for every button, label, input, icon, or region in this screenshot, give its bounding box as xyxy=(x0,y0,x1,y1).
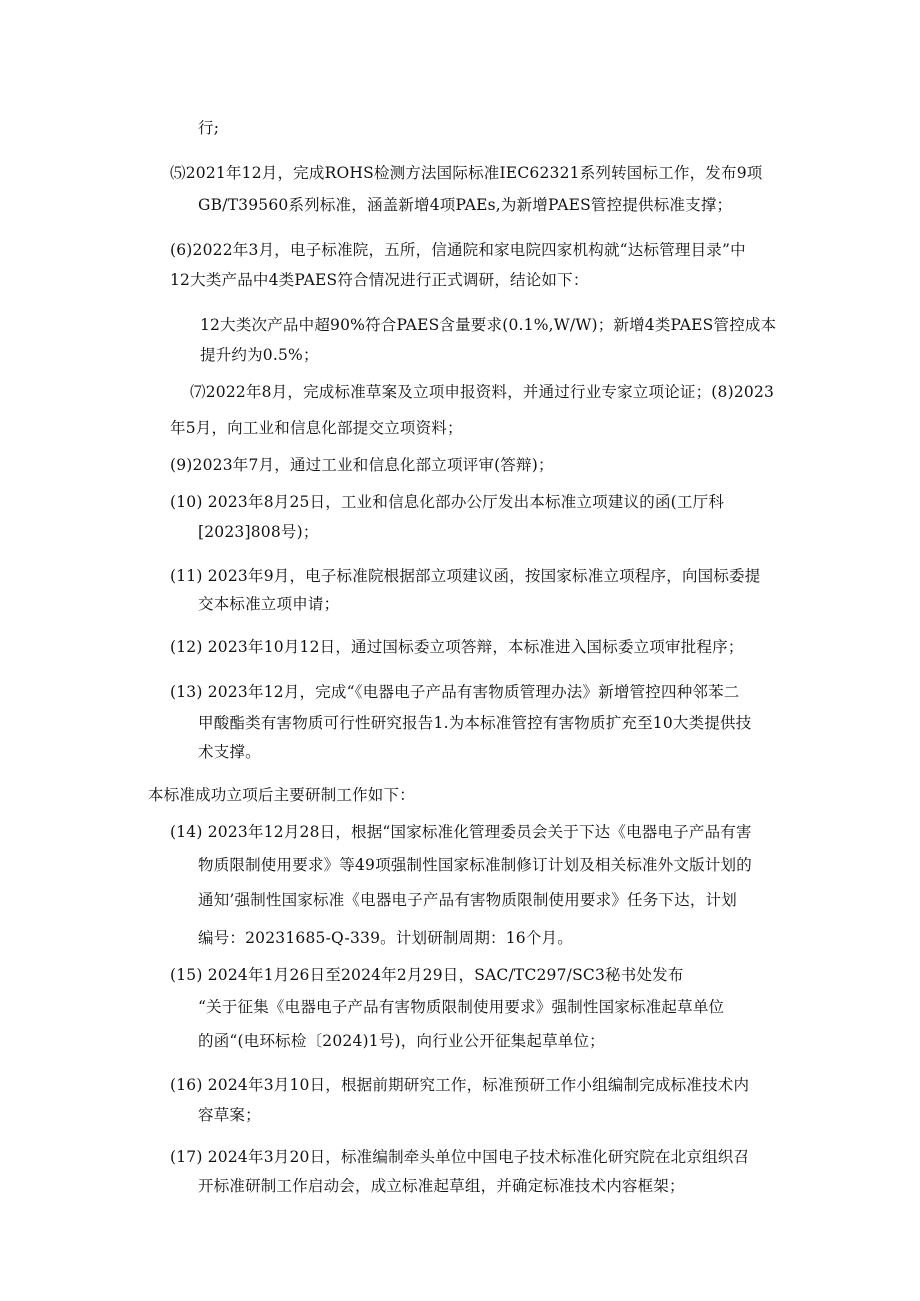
text-line: (11) 2023年9月，电子标准院根据部立项建议函，按国家标准立项程序，向国标委提 xyxy=(170,567,761,585)
section-heading: 本标准成功立项后主要研制工作如下： xyxy=(148,786,415,804)
text-line: (15) 2024年1月26日至2024年2月29日，SAC/TC297/SC3秘书处发布 xyxy=(170,966,684,984)
text-line: 交本标准立项申请； xyxy=(198,595,340,613)
text-line: (12) 2023年10月12日，通过国标委立项答辩，本标准进入国标委立项审批程序； xyxy=(170,638,744,656)
text-line: 容草案； xyxy=(198,1106,261,1124)
text-line: 术支撑。 xyxy=(198,743,261,761)
text-line: 编号：20231685-Q-339。计划研制周期：16个月。 xyxy=(198,929,573,947)
text-line: GB/T39560系列标准，涵盖新增4项PAEs,为新增PAES管控提供标准支撑； xyxy=(198,196,733,214)
text-line: 甲酸酯类有害物质可行性研究报告1.为本标准管控有害物质扩充至10大类提供技 xyxy=(198,714,752,732)
text-line: ⑺2022年8月，完成标准草案及立项申报资料，并通过行业专家立项论证；(8)2023 xyxy=(190,383,775,401)
text-line: 通知’强制性国家标准《电器电子产品有害物质限制使用要求》任务下达，计划 xyxy=(198,891,737,909)
text-line: 行; xyxy=(198,119,220,137)
text-line: (9)2023年7月，通过工业和信息化部立项评审(答辩)； xyxy=(170,456,554,474)
text-line: (6)2022年3月，电子标准院，五所，信通院和家电院四家机构就“达标管理目录”中 xyxy=(170,241,746,259)
text-line: (14) 2023年12月28日，根据“国家标准化管理委员会关于下达《电器电子产品有害 xyxy=(170,823,752,841)
text-line: (10) 2023年8月25日，工业和信息化部办公厅发出本标准立项建议的函(工厅科 xyxy=(170,493,725,511)
text-line: [2023]808号)； xyxy=(198,523,319,541)
text-line: 提升约为0.5%； xyxy=(200,346,319,364)
text-line: 12大类次产品中超90%符合PAES含量要求(0.1%,W/W)；新增4类PAES管控成本 xyxy=(200,316,777,334)
text-line: 开标准研制工作启动会，成立标准起草组，并确定标准技术内容框架； xyxy=(198,1177,685,1195)
text-line: (13) 2023年12月，完成“《电器电子产品有害物质管理办法》新增管控四种邻苯二 xyxy=(170,683,740,701)
text-line: (16) 2024年3月10日，根据前期研究工作，标准预研工作小组编制完成标准技术内 xyxy=(170,1076,750,1094)
text-line: 的函“(电环标检〔2024)1号)，向行业公开征集起草单位； xyxy=(198,1032,605,1050)
text-line: ⑸2021年12月，完成ROHS检测方法国际标准IEC62321系列转国标工作，发布9项 xyxy=(170,164,763,182)
text-line: 年5月，向工业和信息化部提交立项资料； xyxy=(170,419,463,437)
text-line: 12大类产品中4类PAES符合情况进行正式调研，结论如下： xyxy=(170,271,589,289)
text-line: “关于征集《电器电子产品有害物质限制使用要求》强制性国家标准起草单位 xyxy=(198,998,725,1016)
text-line: (17) 2024年3月20日，标准编制牵头单位中国电子技术标准化研究院在北京组织召 xyxy=(170,1148,750,1166)
text-line: 物质限制使用要求》等49项强制性国家标准制修订计划及相关标准外文版计划的 xyxy=(198,856,752,874)
